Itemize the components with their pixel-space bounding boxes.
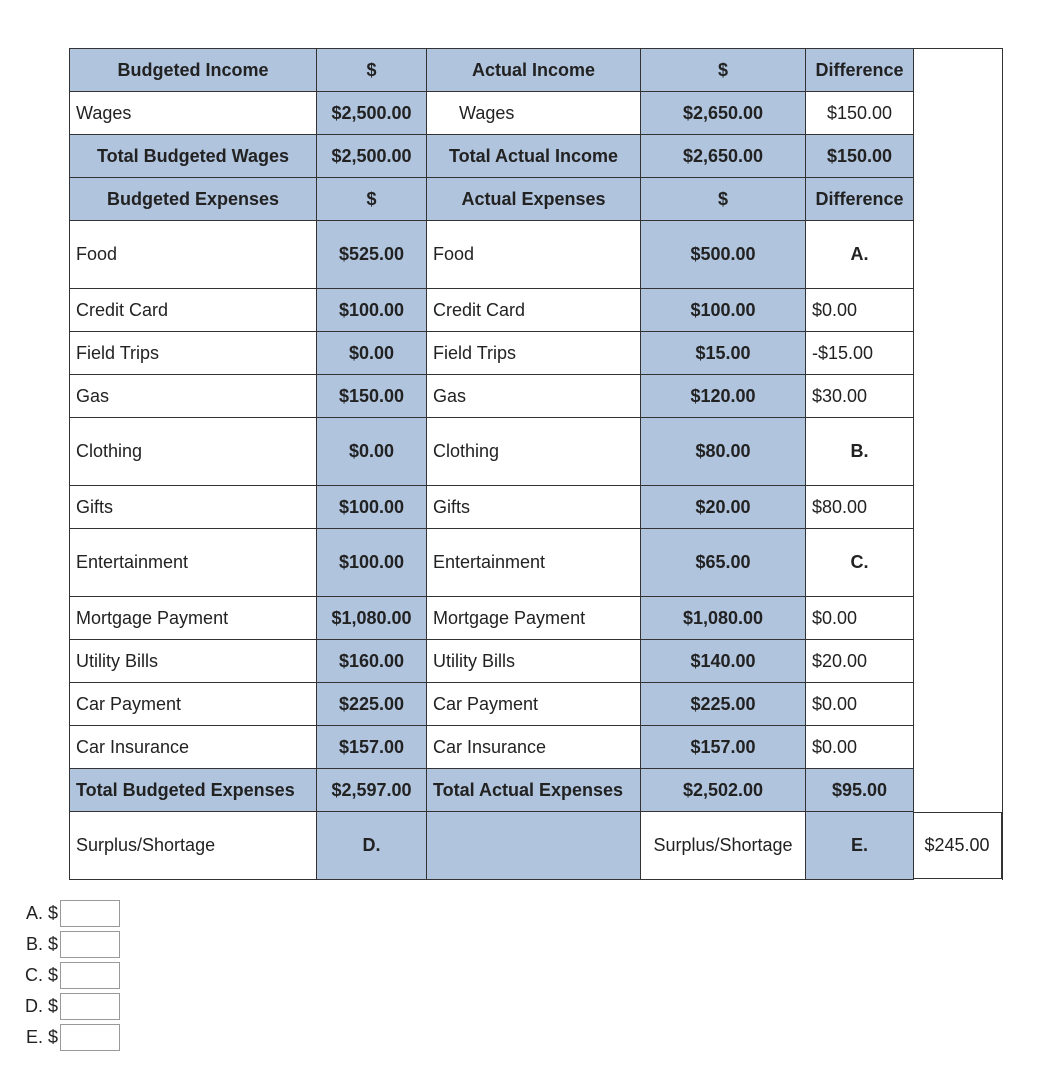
- difference-value: $20.00: [806, 640, 914, 683]
- budget-table: [69, 48, 1003, 880]
- budget-value: $525.00: [317, 221, 427, 289]
- budget-label: Car Insurance: [70, 726, 317, 769]
- actual-label: Gifts: [427, 486, 641, 529]
- total-income-row: [70, 135, 1003, 178]
- budget-surplus-label: Surplus/Shortage: [70, 812, 317, 880]
- actual-value: $15.00: [641, 332, 806, 375]
- difference-value: $0.00: [806, 597, 914, 640]
- answer-row-d: [18, 991, 120, 1022]
- actual-label: Car Insurance: [427, 726, 641, 769]
- budget-label: Entertainment: [70, 529, 317, 597]
- actual-value: $157.00: [641, 726, 806, 769]
- answer-label-c: C. $: [24, 965, 58, 985]
- budget-value: $100.00: [317, 486, 427, 529]
- budget-value: $2,597.00: [317, 769, 427, 812]
- answer-label-b: B. $: [25, 934, 58, 954]
- actual-label: Utility Bills: [427, 640, 641, 683]
- actual-value: $500.00: [641, 221, 806, 289]
- expense-row: [70, 221, 1003, 289]
- actual-label: Entertainment: [427, 529, 641, 597]
- budget-value: $160.00: [317, 640, 427, 683]
- budget-value: $225.00: [317, 683, 427, 726]
- budget-label: Clothing: [70, 418, 317, 486]
- answer-label-a: A. $: [25, 903, 58, 923]
- actual-value: $100.00: [641, 289, 806, 332]
- expense-row: [70, 332, 1003, 375]
- difference-value: $30.00: [806, 375, 914, 418]
- budget-label: Wages: [70, 92, 317, 135]
- answer-label-e: E. $: [25, 1027, 58, 1047]
- answer-input-d[interactable]: [60, 993, 120, 1020]
- actual-value: $1,080.00: [641, 597, 806, 640]
- difference-value: $0.00: [806, 289, 914, 332]
- surplus-row: [70, 812, 1003, 880]
- difference-value: -$15.00: [806, 332, 914, 375]
- actual-value: $120.00: [641, 375, 806, 418]
- answer-row-e: [18, 1022, 120, 1053]
- header-difference: Difference: [806, 49, 914, 92]
- actual-value: $65.00: [641, 529, 806, 597]
- budget-value: $0.00: [317, 418, 427, 486]
- budget-value: $2,500.00: [317, 92, 427, 135]
- difference-value: B.: [806, 418, 914, 486]
- budget-label: Field Trips: [70, 332, 317, 375]
- header-budget-dollar: $: [317, 49, 427, 92]
- budget-label: Total Budgeted Wages: [70, 135, 317, 178]
- actual-surplus-label: Surplus/Shortage: [641, 812, 806, 880]
- budget-label: Food: [70, 221, 317, 289]
- expense-row: [70, 683, 1003, 726]
- expenses-header-row: [70, 178, 1003, 221]
- difference-value: $150.00: [806, 135, 914, 178]
- answer-row-a: [18, 898, 120, 929]
- expense-row: [70, 375, 1003, 418]
- answer-input-c[interactable]: [60, 962, 120, 989]
- total-expenses-row: [70, 769, 1003, 812]
- budget-label: Gifts: [70, 486, 317, 529]
- actual-value: $2,650.00: [641, 92, 806, 135]
- actual-label: Car Payment: [427, 683, 641, 726]
- header-actual-dollar: $: [641, 178, 806, 221]
- actual-label: Gas: [427, 375, 641, 418]
- budget-label: Mortgage Payment: [70, 597, 317, 640]
- budget-value: $157.00: [317, 726, 427, 769]
- answer-row-b: [18, 929, 120, 960]
- answer-input-e[interactable]: [60, 1024, 120, 1051]
- header-difference: Difference: [806, 178, 914, 221]
- header-actual-income: Actual Income: [427, 49, 641, 92]
- actual-value: $80.00: [641, 418, 806, 486]
- header-budgeted-expenses: Budgeted Expenses: [70, 178, 317, 221]
- actual-label: Clothing: [427, 418, 641, 486]
- budget-value: $100.00: [317, 529, 427, 597]
- expense-row: [70, 529, 1003, 597]
- difference-value: $80.00: [806, 486, 914, 529]
- header-actual-expenses: Actual Expenses: [427, 178, 641, 221]
- expense-row: [70, 418, 1003, 486]
- header-budget-dollar: $: [317, 178, 427, 221]
- budget-label: Car Payment: [70, 683, 317, 726]
- actual-value: $2,502.00: [641, 769, 806, 812]
- expense-row: [70, 486, 1003, 529]
- budget-label: Total Budgeted Expenses: [70, 769, 317, 812]
- difference-value: $0.00: [806, 726, 914, 769]
- difference-value: $0.00: [806, 683, 914, 726]
- actual-label: Credit Card: [427, 289, 641, 332]
- difference-value: $150.00: [806, 92, 914, 135]
- budget-value: $1,080.00: [317, 597, 427, 640]
- actual-label: Total Actual Income: [427, 135, 641, 178]
- answer-input-b[interactable]: [60, 931, 120, 958]
- difference-value: C.: [806, 529, 914, 597]
- expense-row: [70, 726, 1003, 769]
- actual-label: Wages: [427, 92, 641, 135]
- actual-label: Food: [427, 221, 641, 289]
- expense-row: [70, 640, 1003, 683]
- difference-value: $95.00: [806, 769, 914, 812]
- header-budgeted-income: Budgeted Income: [70, 49, 317, 92]
- actual-value: $20.00: [641, 486, 806, 529]
- budget-value: $150.00: [317, 375, 427, 418]
- actual-label: Field Trips: [427, 332, 641, 375]
- answer-row-c: [18, 960, 120, 991]
- actual-value: $2,650.00: [641, 135, 806, 178]
- actual-surplus-value: E.: [806, 812, 914, 880]
- answer-inputs: [18, 898, 120, 1053]
- budget-surplus-value: D.: [317, 812, 427, 880]
- budget-label: Gas: [70, 375, 317, 418]
- budget-label: Credit Card: [70, 289, 317, 332]
- wages-row: [70, 92, 1003, 135]
- budget-value: $2,500.00: [317, 135, 427, 178]
- surplus-extra-value: $245.00: [924, 835, 990, 855]
- surplus-extra-cell: [913, 812, 1002, 879]
- expense-row: [70, 597, 1003, 640]
- header-actual-dollar: $: [641, 49, 806, 92]
- actual-value: $140.00: [641, 640, 806, 683]
- actual-label: Mortgage Payment: [427, 597, 641, 640]
- income-header-row: [70, 49, 1003, 92]
- actual-label: Total Actual Expenses: [427, 769, 641, 812]
- difference-value: A.: [806, 221, 914, 289]
- right-blank-cell: [914, 49, 1003, 880]
- answer-input-a[interactable]: [60, 900, 120, 927]
- actual-value: $225.00: [641, 683, 806, 726]
- answer-label-d: D. $: [24, 996, 58, 1016]
- budget-value: $0.00: [317, 332, 427, 375]
- blank-cell: [427, 812, 641, 880]
- budget-value: $100.00: [317, 289, 427, 332]
- expense-row: [70, 289, 1003, 332]
- budget-label: Utility Bills: [70, 640, 317, 683]
